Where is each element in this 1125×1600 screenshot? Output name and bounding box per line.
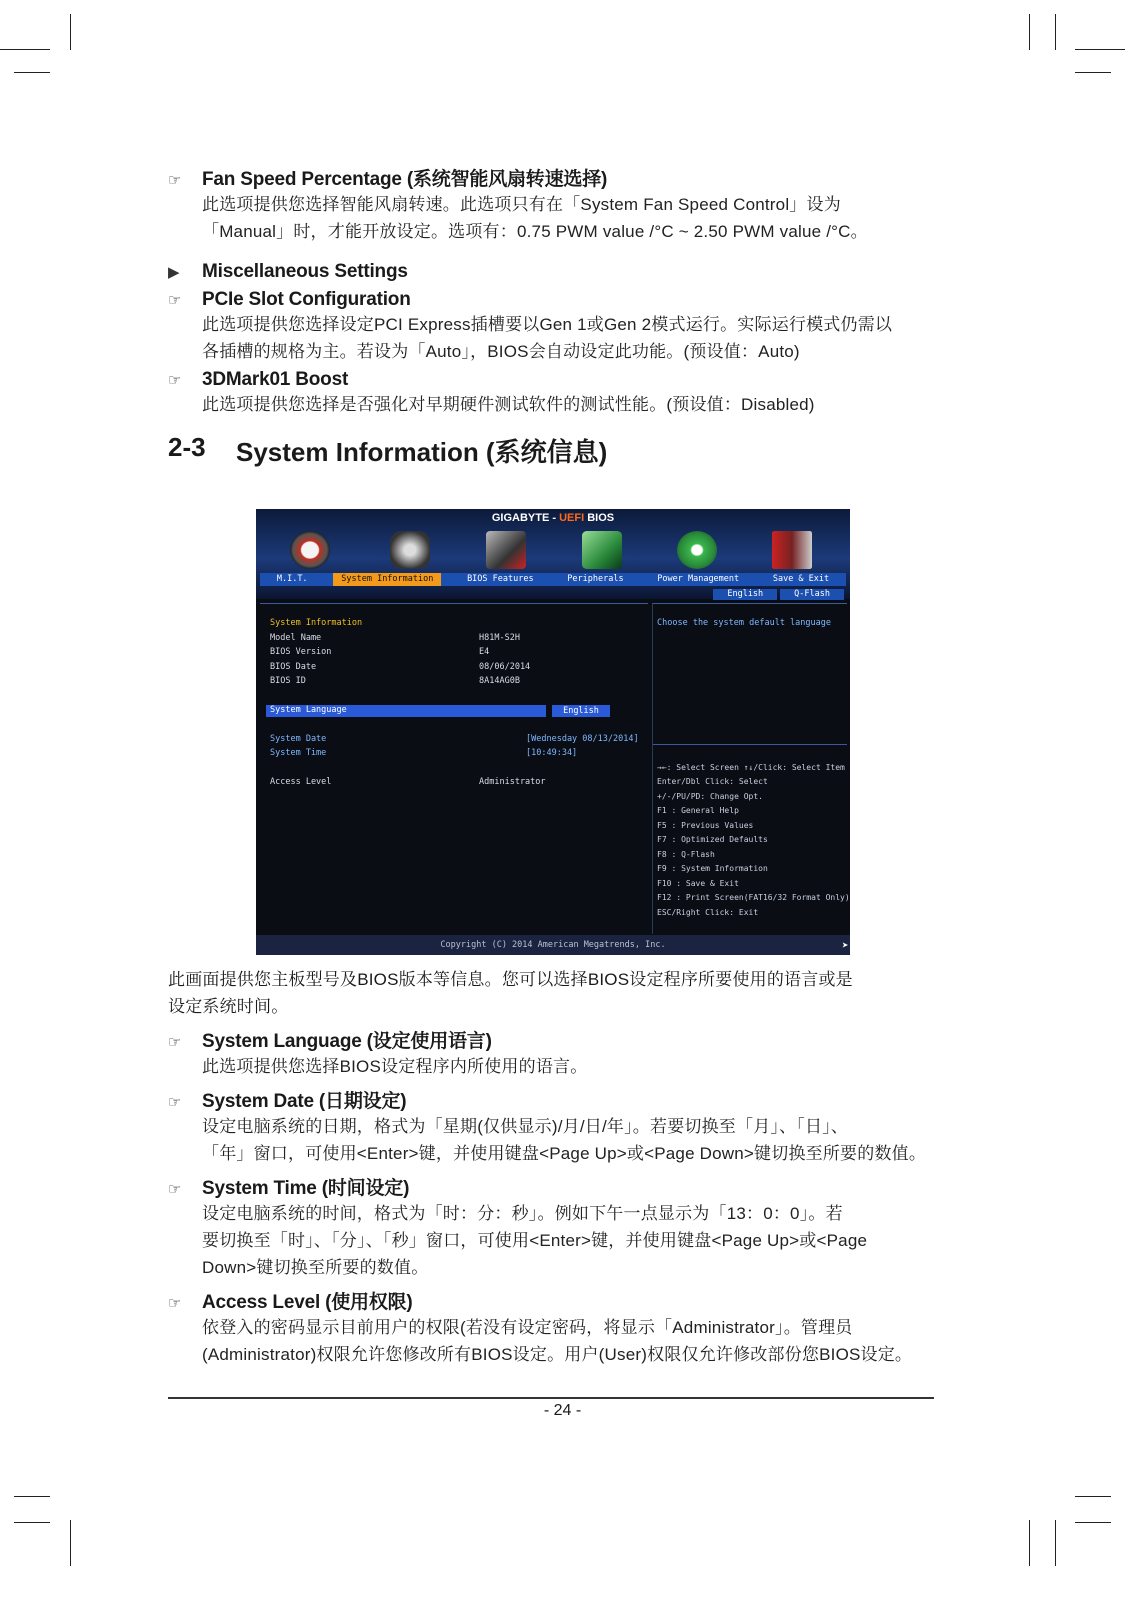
- mouse-cursor-icon: ➤: [842, 939, 849, 952]
- sys-date-item: [168, 1086, 934, 1113]
- system-date-label: System Date: [270, 734, 327, 744]
- crop-mark: [1075, 1522, 1111, 1523]
- bios-settings-panel: [260, 603, 648, 934]
- tab-bios-features[interactable]: BIOS Features: [467, 574, 534, 584]
- key-help-line: ESC/Right Click: Exit: [657, 908, 759, 917]
- exit-door-icon[interactable]: [772, 531, 812, 569]
- access-item: [168, 1287, 934, 1314]
- bios-id-value: 8A14AG0B: [479, 676, 520, 686]
- power-icon[interactable]: [677, 531, 717, 569]
- key-help-line: F5 : Previous Values: [657, 821, 754, 830]
- bios-tab-bar: [260, 573, 846, 586]
- pointing-hand-icon: ☞: [168, 1034, 182, 1051]
- access-level-label: Access Level: [270, 777, 332, 787]
- key-help-line: +/-/PU/PD: Change Opt.: [657, 792, 763, 801]
- key-help-line: F1 : General Help: [657, 806, 739, 815]
- bios-screenshot: [256, 509, 850, 955]
- intro-text: 此画面提供您主板型号及BIOS版本等信息。您可以选择BIOS设定程序所要使用的语言或是 设定系统时间。: [168, 970, 853, 1016]
- bios-footer: Copyright (C) 2014 American Megatrends, Inc.: [256, 935, 850, 955]
- page-content: [168, 160, 934, 469]
- crop-mark: [1075, 1496, 1111, 1497]
- bios-help-panel: [652, 603, 850, 934]
- pointing-hand-icon: ☞: [168, 1094, 182, 1111]
- system-date-value[interactable]: [Wednesday 08/13/2014]: [526, 734, 639, 744]
- bios-date-value: 08/06/2014: [479, 662, 531, 672]
- tab-power-management[interactable]: Power Management: [657, 574, 740, 584]
- system-language-label: System Language: [270, 705, 347, 715]
- sys-time-item: [168, 1173, 934, 1200]
- misc-item: [168, 261, 934, 283]
- section-number: 2-3: [168, 432, 206, 462]
- pointing-hand-icon: ☞: [168, 372, 182, 389]
- help-text: Choose the system default language: [657, 618, 831, 628]
- bios-version-value: E4: [479, 647, 490, 657]
- key-help-line: F12 : Print Screen(FAT16/32 Format Only): [657, 893, 850, 902]
- mark-item: [168, 369, 934, 391]
- qflash-button[interactable]: Q-Flash: [780, 589, 844, 600]
- misc-heading: Miscellaneous Settings: [202, 261, 408, 282]
- crop-mark: [70, 1520, 71, 1566]
- tab-system-information[interactable]: System Information: [333, 573, 441, 586]
- sys-time-text: 设定电脑系统的时间，格式为「时：分：秒」。例如下午一点显示为「13：0：0」。若 要切换至「时」、「分」、「秒」窗口，可使用<Enter>键，并使用键盘<Page Up>或<Page Down>键切换至所要的数值。: [202, 1204, 868, 1277]
- sys-date-heading: System Date (日期设定): [202, 1091, 407, 1112]
- system-language-value[interactable]: English: [552, 705, 610, 717]
- model-name-label: Model Name: [270, 633, 322, 643]
- crop-mark: [0, 49, 50, 50]
- crop-mark: [1055, 14, 1056, 50]
- crop-mark: [1075, 72, 1111, 73]
- page-number: - 24 -: [543, 1402, 582, 1419]
- fan-speed-item: [168, 164, 934, 191]
- key-help-line: Enter/Dbl Click: Select: [657, 777, 768, 786]
- pcie-item: [168, 289, 934, 311]
- sys-time-heading: System Time (时间设定): [202, 1178, 410, 1199]
- section-heading: System Information (系统信息): [236, 437, 608, 467]
- tab-mit[interactable]: M.I.T.: [276, 574, 308, 584]
- pointing-hand-icon: ☞: [168, 1295, 182, 1312]
- crop-mark: [14, 1496, 50, 1497]
- key-help-line: F7 : Optimized Defaults: [657, 835, 768, 844]
- fan-speed-text: 此选项提供您选择智能风扇转速。此选项只有在「System Fan Speed Control」设为 「Manual」时，才能开放设定。选项有：0.75 PWM value /°C ~ 2.50 PWM value /°C。: [202, 195, 868, 241]
- crop-mark: [70, 14, 71, 50]
- group-title: System Information: [270, 618, 363, 628]
- key-help-line: F10 : Save & Exit: [657, 879, 739, 888]
- gears-icon[interactable]: [390, 531, 430, 569]
- access-text: 依登入的密码显示目前用户的权限(若没有设定密码，将显示「Administrator」。管理员 (Administrator)权限允许您修改所有BIOS设定。用户(User)权限仅允许修改部份您BIOS设定。: [202, 1318, 913, 1364]
- crop-mark: [1075, 49, 1125, 50]
- section-title: [168, 432, 934, 469]
- tab-save-exit[interactable]: Save & Exit: [772, 574, 830, 584]
- bios-id-label: BIOS ID: [270, 676, 306, 686]
- pointing-hand-icon: ☞: [168, 292, 182, 309]
- fan-speed-heading: Fan Speed Percentage (系统智能风扇转速选择): [202, 169, 608, 190]
- system-time-value[interactable]: [10:49:34]: [526, 748, 578, 758]
- sys-lang-heading: System Language (设定使用语言): [202, 1031, 492, 1052]
- access-level-value: Administrator: [479, 777, 546, 787]
- mark-text: 此选项提供您选择是否强化对早期硬件测试软件的测试性能。(预设值：Disabled): [202, 395, 815, 414]
- bios-version-label: BIOS Version: [270, 647, 332, 657]
- sys-date-text: 设定电脑系统的日期，格式为「星期(仅供显示)/月/日/年」。若要切换至「月」、「日」、 「年」窗口，可使用<Enter>键，并使用键盘<Page Up>或<Page Down>键切换至所要的数值。: [202, 1117, 927, 1163]
- crop-mark: [1029, 14, 1030, 50]
- sys-lang-item: [168, 1026, 934, 1053]
- triangle-right-icon: ▶: [168, 264, 180, 281]
- key-help-line: →←: Select Screen ↑↓/Click: Select Item: [657, 763, 845, 772]
- language-button[interactable]: English: [713, 589, 777, 600]
- access-heading: Access Level (使用权限): [202, 1292, 413, 1313]
- bios-date-label: BIOS Date: [270, 662, 317, 672]
- speedometer-icon[interactable]: [290, 531, 330, 569]
- tab-peripherals[interactable]: Peripherals: [567, 574, 624, 584]
- pcie-heading: PCIe Slot Configuration: [202, 289, 411, 310]
- mark-heading: 3DMark01 Boost: [202, 369, 349, 390]
- bios-brand: GIGABYTE - UEFI BIOS: [491, 512, 615, 524]
- key-help-line: F8 : Q-Flash: [657, 850, 715, 859]
- crop-mark: [1029, 1520, 1030, 1566]
- bios-sub-buttons: [713, 589, 844, 600]
- bios-header: [256, 509, 850, 599]
- model-name-value: H81M-S2H: [479, 633, 520, 643]
- crop-mark: [14, 72, 50, 73]
- pointing-hand-icon: ☞: [168, 1181, 182, 1198]
- footer-rule: [168, 1397, 934, 1399]
- pointing-hand-icon: ☞: [168, 172, 182, 189]
- page-content-lower: [168, 966, 934, 1368]
- key-help-line: F9 : System Information: [657, 864, 768, 873]
- system-time-label: System Time: [270, 748, 327, 758]
- sys-lang-text: 此选项提供您选择BIOS设定程序内所使用的语言。: [202, 1057, 588, 1076]
- pcie-text: 此选项提供您选择设定PCI Express插槽要以Gen 1或Gen 2模式运行。实际运行模式仍需以 各插槽的规格为主。若设为「Auto」，BIOS会自动设定此功能。(预设值：Auto): [202, 315, 893, 361]
- crop-mark: [1055, 1520, 1056, 1566]
- chip-icon[interactable]: [486, 531, 526, 569]
- peripherals-icon[interactable]: [582, 531, 622, 569]
- crop-mark: [14, 1522, 50, 1523]
- help-divider: [653, 744, 847, 745]
